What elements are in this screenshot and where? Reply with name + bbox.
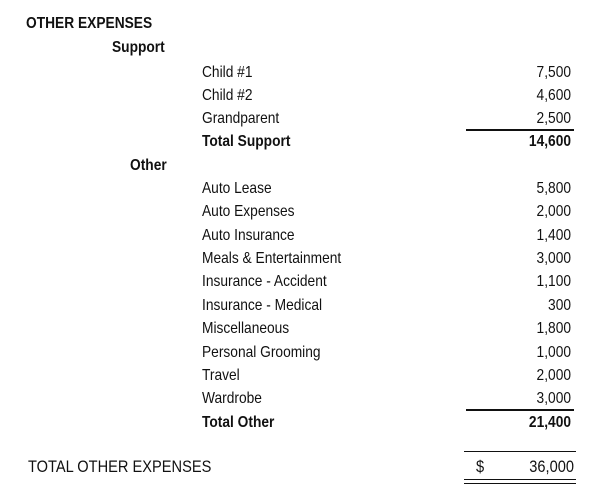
other-total-label: Total Other [202, 414, 275, 431]
support-item-label: Child #1 [202, 64, 253, 81]
other-item-value: 2,000 [536, 203, 571, 220]
other-item-value: 3,000 [536, 390, 571, 407]
support-item-label: Child #2 [202, 87, 253, 104]
other-item-value: 1,000 [536, 344, 571, 361]
other-item-value: 1,400 [536, 227, 571, 244]
other-item-label: Auto Lease [202, 180, 272, 197]
support-item-value: 2,500 [536, 110, 571, 127]
other-item-label: Wardrobe [202, 390, 262, 407]
other-item-label: Travel [202, 367, 240, 384]
other-item-label: Auto Insurance [202, 227, 295, 244]
other-item-label: Miscellaneous [202, 320, 290, 337]
other-item-label: Personal Grooming [202, 344, 321, 361]
other-item-value: 300 [548, 297, 571, 314]
other-item-value: 3,000 [536, 250, 571, 267]
other-item-value: 5,800 [536, 180, 571, 197]
grand-total-double-rule [464, 479, 576, 484]
page-title: OTHER EXPENSES [26, 15, 153, 32]
support-item-value: 4,600 [536, 87, 571, 104]
other-subtotal-rule [466, 409, 574, 411]
support-item-label: Grandparent [202, 110, 280, 127]
other-heading: Other [130, 157, 167, 174]
other-item-label: Insurance - Medical [202, 297, 323, 314]
other-item-value: 1,800 [536, 320, 571, 337]
other-item-value: 2,000 [536, 367, 571, 384]
grand-total-value: 36,000 [529, 457, 574, 476]
support-item-value: 7,500 [536, 64, 571, 81]
other-item-value: 1,100 [536, 273, 571, 290]
other-total-value: 21,400 [528, 414, 571, 431]
other-item-label: Auto Expenses [202, 203, 295, 220]
support-total-value: 14,600 [528, 133, 571, 150]
other-item-label: Insurance - Accident [202, 273, 327, 290]
grand-total-top-rule [464, 451, 576, 452]
grand-total-label: TOTAL OTHER EXPENSES [28, 457, 212, 476]
other-item-label: Meals & Entertainment [202, 250, 342, 267]
support-total-label: Total Support [202, 133, 291, 150]
currency-symbol: $ [476, 457, 485, 476]
support-subtotal-rule [466, 129, 574, 131]
support-heading: Support [112, 39, 165, 56]
